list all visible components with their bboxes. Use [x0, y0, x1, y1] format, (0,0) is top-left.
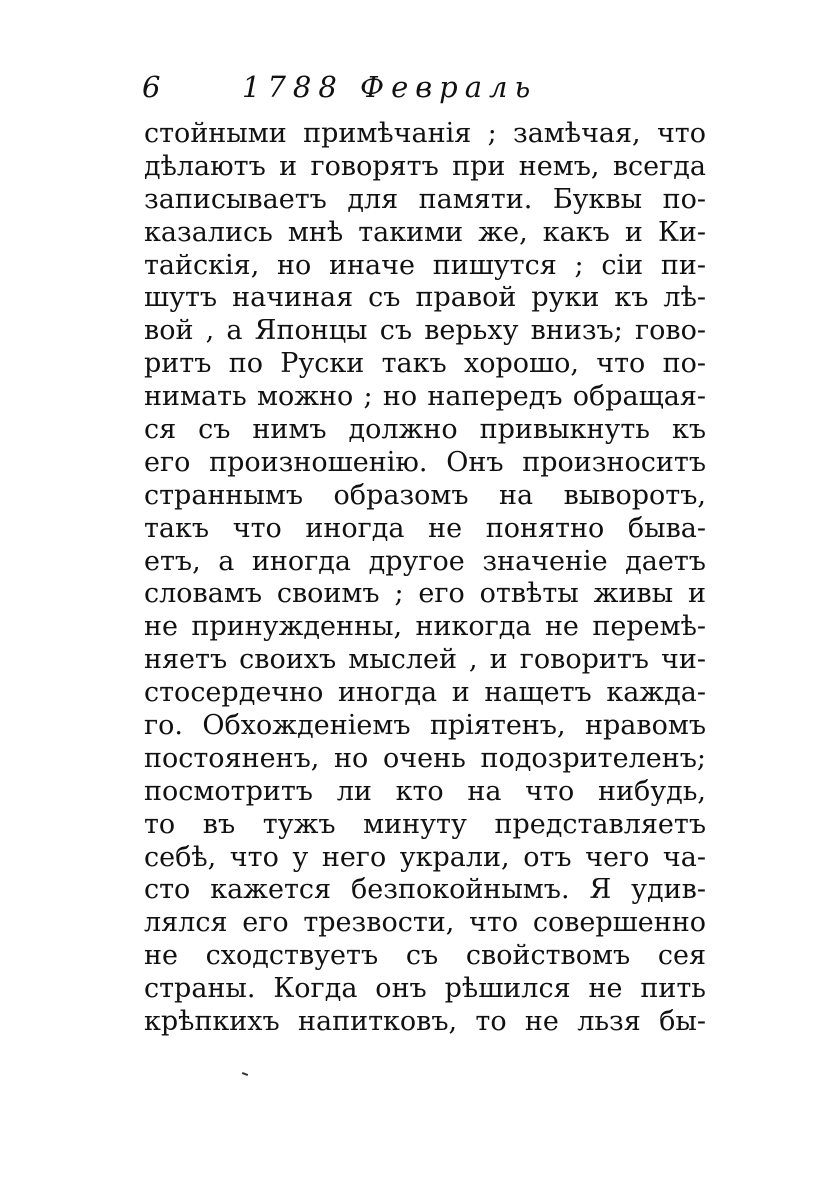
text-line: няетъ своихъ мыслей , и говоритъ чи- [144, 644, 706, 676]
text-line: вой , а Японцы съ верьху внизъ; гово- [144, 315, 706, 347]
text-line: страннымъ образомъ на выворотъ, [144, 479, 706, 511]
text-line: постояненъ, но очень подозрителенъ; [144, 742, 706, 774]
text-line: ся съ нимъ должно привыкнуть къ [144, 414, 706, 446]
running-head [142, 70, 702, 110]
text-line: страны. Когда онъ рѣшился не пить [144, 973, 706, 1005]
ink-speck [242, 1072, 248, 1076]
text-line: себѣ, что у него украли, отъ чего ча- [144, 841, 706, 873]
text-line: етъ, а иногда другое значеніе даетъ [144, 545, 706, 577]
text-line: посмотритъ ли кто на что нибудь, [144, 775, 706, 807]
text-line: крѣпкихъ напитковъ, то не льзя бы- [144, 1006, 706, 1038]
text-line: то въ тужъ минуту представляетъ [144, 808, 706, 840]
text-line: не принужденны, никогда не перемѣ- [144, 611, 706, 643]
page-number: 6 [142, 70, 161, 104]
text-line: казались мнѣ такими же, какъ и Ки- [144, 216, 706, 248]
running-head-title: 1788 Февраль [242, 70, 538, 104]
text-line: шутъ начиная съ правой руки къ лѣ- [144, 282, 706, 314]
text-line: его произношенію. Онъ произноситъ [144, 446, 706, 478]
text-line: не сходствуетъ съ свойствомъ сея [144, 940, 706, 972]
text-line: го. Обхожденіемъ пріятенъ, нравомъ [144, 710, 706, 742]
text-line: нимать можно ; но напередъ обращая- [144, 381, 706, 413]
text-line: стосердечно иногда и нащетъ каждa- [144, 677, 706, 709]
text-line: тайскія, но иначе пишутся ; сіи пи- [144, 249, 706, 281]
text-line: дѣлаютъ и говорятъ при немъ, всегда [144, 150, 706, 182]
text-line: такъ что иногда не понятно быва- [144, 512, 706, 544]
text-line: лялся его трезвости, что совершенно [144, 907, 706, 939]
body-text [144, 118, 706, 1039]
text-line: словамъ своимъ ; его отвѣты живы и [144, 578, 706, 610]
text-line: записываетъ для памяти. Буквы по- [144, 183, 706, 215]
text-line: сто кажется безпокойнымъ. Я удив- [144, 874, 706, 906]
text-line: ритъ по Руски такъ хорошо, что по- [144, 348, 706, 380]
text-line: стойными примѣчанія ; замѣчая, что [144, 118, 706, 149]
